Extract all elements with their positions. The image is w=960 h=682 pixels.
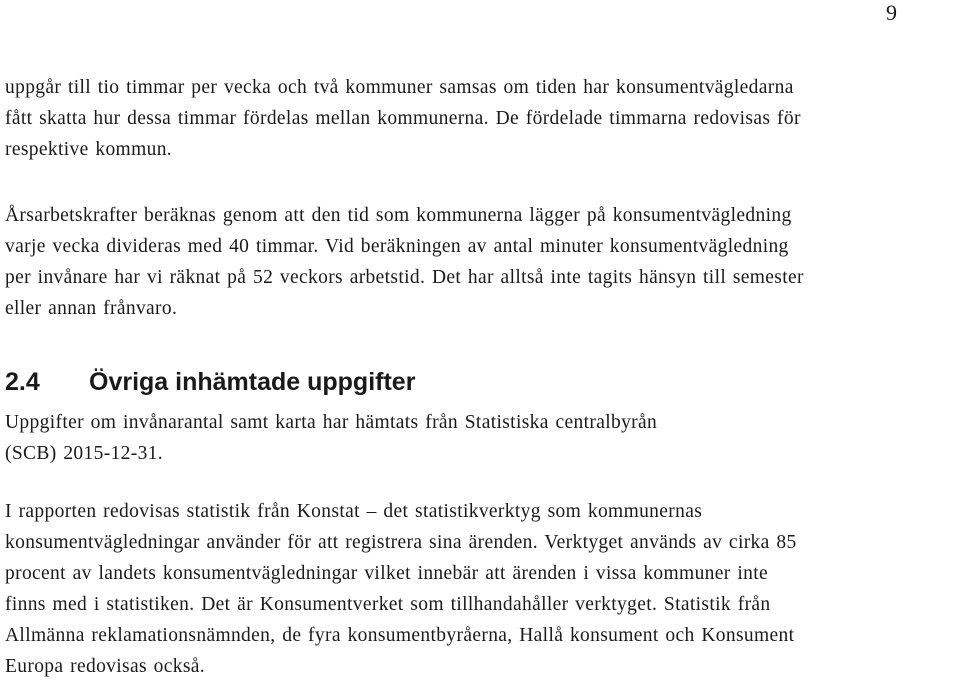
text-line: konsumentvägledningar använder för att registrera sina ärenden. Verktyget används av cirka 85 [5, 532, 797, 553]
section-heading [5, 364, 415, 400]
section-title: Övriga inhämtade uppgifter [89, 368, 416, 396]
text-line: uppgår till tio timmar per vecka och två kommuner samsas om tiden har konsumentvägledarna [5, 77, 794, 98]
text-line: (SCB) 2015-12-31. [5, 443, 164, 464]
paragraph-konstat-statistics [5, 496, 955, 682]
text-line: I rapporten redovisas statistik från Konstat – det statistikverktyg som kommunernas [5, 501, 703, 522]
text-line: Europa redovisas också. [5, 656, 206, 677]
section-number: 2.4 [5, 368, 40, 396]
text-line: per invånare har vi räknat på 52 veckors arbetstid. Det har alltså inte tagits hänsyn till semester [5, 267, 804, 288]
text-line: Allmänna reklamationsnämnden, de fyra konsumentbyråerna, Hallå konsument och Konsument [5, 625, 795, 646]
paragraph-population-data-source [5, 407, 955, 469]
text-line: eller annan frånvaro. [5, 298, 178, 319]
page-number: 9 [886, 0, 897, 25]
text-line: Årsarbetskrafter beräknas genom att den tid som kommunerna lägger på konsumentvägledning [5, 205, 792, 226]
text-line: procent av landets konsumentvägledningar vilket innebär att ärenden i vissa kommuner inte [5, 563, 768, 584]
paragraph-annual-work-calculation [5, 200, 955, 324]
text-line: fått skatta hur dessa timmar fördelas mellan kommunerna. De fördelade timmarna redovisas för [5, 108, 801, 129]
text-line: varje vecka divideras med 40 timmar. Vid beräkningen av antal minuter konsumentvägledning [5, 236, 789, 257]
text-line: respektive kommun. [5, 139, 173, 160]
paragraph-time-allocation [5, 72, 955, 165]
text-line: Uppgifter om invånarantal samt karta har hämtats från Statistiska centralbyrån [5, 412, 658, 433]
text-line: finns med i statistiken. Det är Konsumentverket som tillhandahåller verktyget. Statistik från [5, 594, 771, 615]
